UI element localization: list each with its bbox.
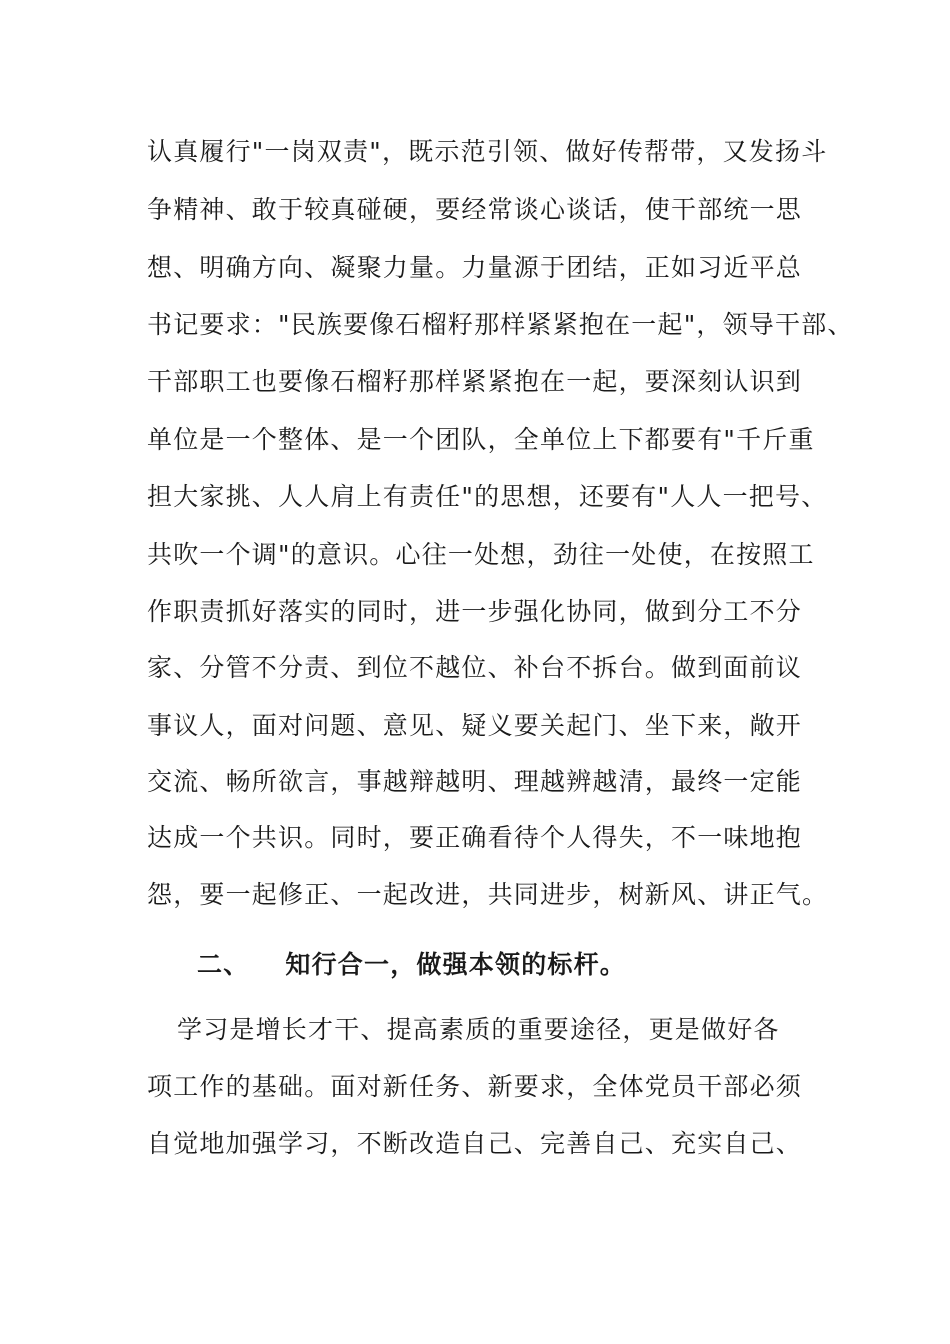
text-line: 单位是一个整体、是一个团队，全单位上下都要有"千斤重	[147, 425, 815, 454]
text-line: 项工作的基础。面对新任务、新要求，全体党员干部必须	[147, 1072, 803, 1101]
text-line: 共吹一个调"的意识。心往一处想，劲往一处使，在按照工	[147, 540, 815, 569]
section-heading	[197, 950, 626, 980]
text-line: 事议人，面对问题、意见、疑义要关起门、坐下来，敞开	[147, 711, 803, 740]
text-line: 书记要求："民族要像石榴籽那样紧紧抱在一起"，领导干部、	[147, 310, 854, 339]
text-line: 作职责抓好落实的同时，进一步强化协同，做到分工不分	[147, 597, 803, 626]
text-line: 自觉地加强学习，不断改造自己、完善自己、充实自己、	[147, 1129, 803, 1158]
heading-number: 二、	[197, 950, 250, 979]
text-line: 学习是增长才干、提高素质的重要途径，更是做好各	[177, 1015, 780, 1044]
text-line: 争精神、敢于较真碰硬，要经常谈心谈话，使干部统一思	[147, 195, 803, 224]
heading-text: 知行合一，做强本领的标杆。	[285, 950, 627, 979]
text-line: 家、分管不分责、到位不越位、补台不拆台。做到面前议	[147, 653, 803, 682]
text-line: 交流、畅所欲言，事越辩越明、理越辨越清，最终一定能	[147, 767, 803, 796]
text-line: 担大家挑、人人肩上有责任"的思想，还要有"人人一把号、	[147, 482, 828, 511]
text-line: 干部职工也要像石榴籽那样紧紧抱在一起，要深刻认识到	[147, 367, 803, 396]
text-line: 怨，要一起修正、一起改进，共同进步，树新风、讲正气。	[147, 880, 829, 909]
text-line: 想、明确方向、凝聚力量。力量源于团结，正如习近平总	[147, 253, 803, 282]
text-line: 认真履行"一岗双责"，既示范引领、做好传帮带，又发扬斗	[147, 137, 828, 166]
text-line: 达成一个共识。同时，要正确看待个人得失，不一味地抱	[147, 823, 803, 852]
